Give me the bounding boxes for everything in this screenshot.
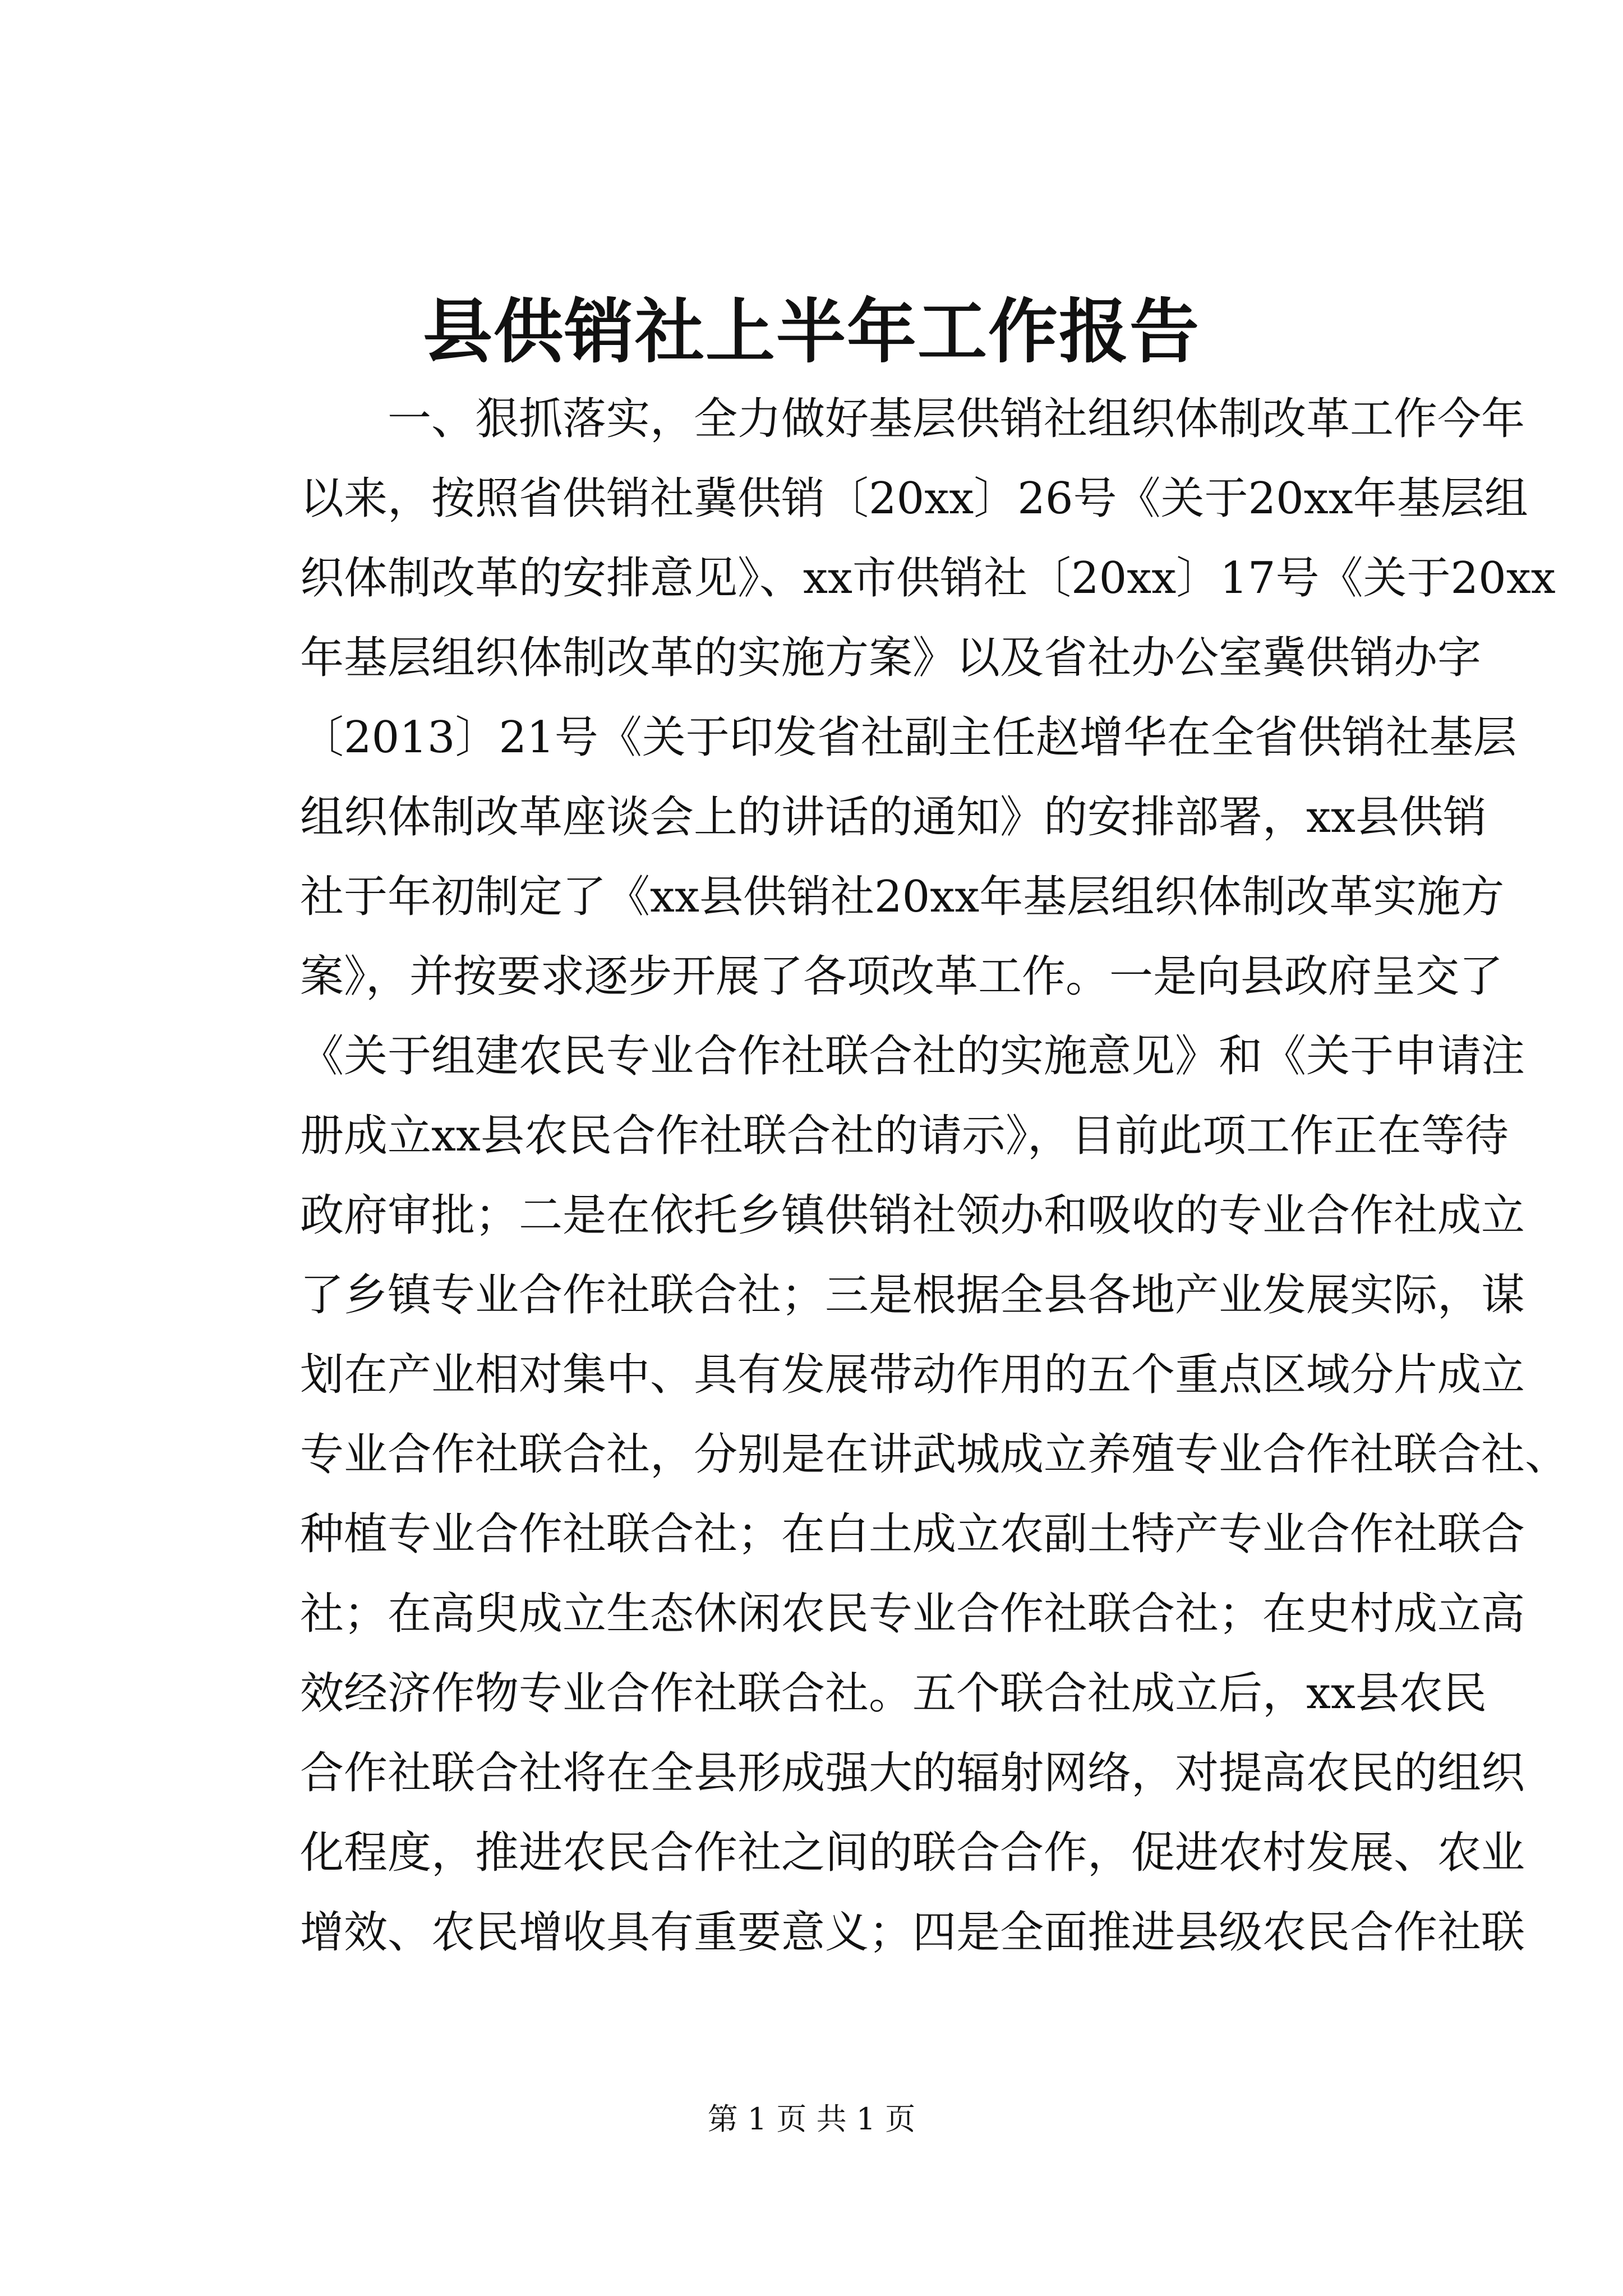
text-line: 政府审批；二是在依托乡镇供销社领办和吸收的专业合作社成立 xyxy=(300,1190,1525,1241)
text-line: 〔2013〕21号《关于印发省社副主任赵增华在全省供销社基层 xyxy=(300,712,1517,763)
text-line: 社于年初制定了《xx县供销社20xx年基层组织体制改革实施方 xyxy=(300,872,1505,922)
text-line: 册成立xx县农民合作社联合社的请示》，目前此项工作正在等待 xyxy=(300,1111,1509,1161)
text-line: 织体制改革的安排意见》、xx市供销社〔20xx〕17号《关于20xx xyxy=(300,553,1556,604)
text-line: 案》，并按要求逐步开展了各项改革工作。一是向县政府呈交了 xyxy=(300,951,1504,1002)
body-text xyxy=(300,379,1569,1972)
text-line: 年基层组织体制改革的实施方案》以及省社办公室冀供销办字 xyxy=(300,633,1482,683)
text-line: 了乡镇专业合作社联合社；三是根据全县各地产业发展实际，谋 xyxy=(300,1270,1525,1320)
text-line: 以来，按照省供销社冀供销〔20xx〕26号《关于20xx年基层组 xyxy=(300,473,1528,524)
text-line: 合作社联合社将在全县形成强大的辐射网络，对提高农民的组织 xyxy=(300,1748,1525,1798)
text-line: 《关于组建农民专业合作社联合社的实施意见》和《关于申请注 xyxy=(300,1031,1525,1082)
text-line: 划在产业相对集中、具有发展带动作用的五个重点区域分片成立 xyxy=(300,1350,1525,1400)
text-line: 增效、农民增收具有重要意义；四是全面推进县级农民合作社联 xyxy=(300,1907,1525,1958)
text-line: 种植专业合作社联合社；在白土成立农副土特产专业合作社联合 xyxy=(300,1509,1525,1559)
page-footer: 第 1 页 共 1 页 xyxy=(707,2101,916,2137)
text-line: 化程度，推进农民合作社之间的联合合作，促进农村发展、农业 xyxy=(300,1828,1525,1878)
text-line: 效经济作物专业合作社联合社。五个联合社成立后，xx县农民 xyxy=(300,1668,1487,1719)
text-line: 组织体制改革座谈会上的讲话的通知》的安排部署，xx县供销 xyxy=(300,792,1487,843)
text-line: 专业合作社联合社，分别是在讲武城成立养殖专业合作社联合社、 xyxy=(300,1429,1569,1480)
page-title: 县供销社上半年工作报告 xyxy=(422,291,1200,372)
text-line: 一、狠抓落实，全力做好基层供销社组织体制改革工作今年 xyxy=(388,394,1525,444)
text-line: 社；在高臾成立生态休闲农民专业合作社联合社；在史村成立高 xyxy=(300,1589,1525,1639)
